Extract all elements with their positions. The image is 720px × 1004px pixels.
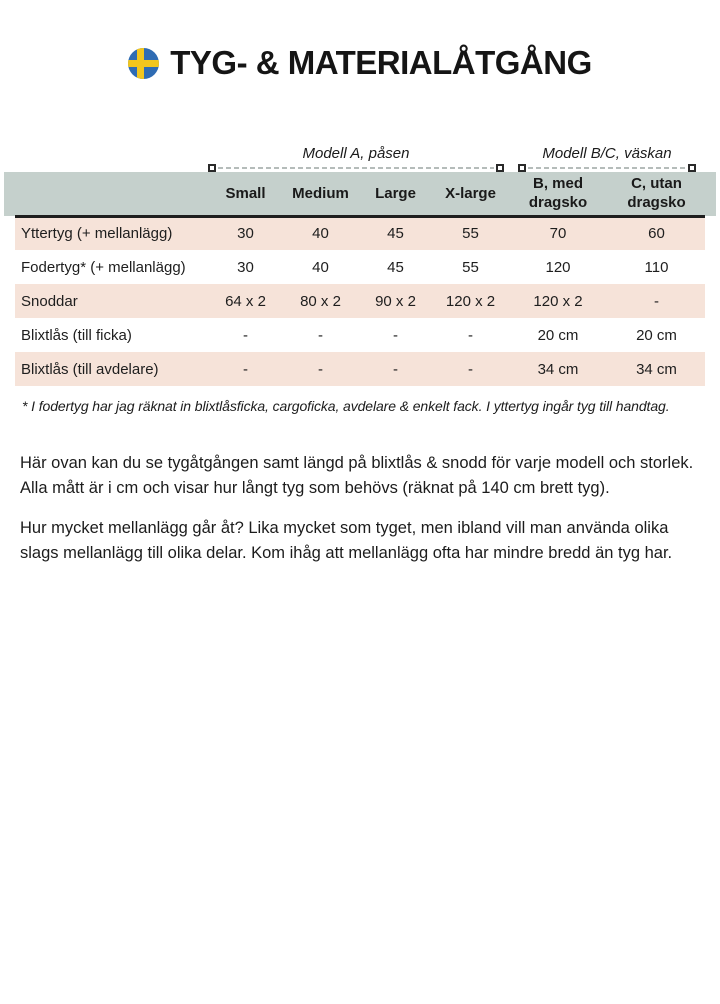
table-cell: 120 x 2: [445, 292, 496, 310]
table-row-yttertyg: [15, 216, 705, 250]
row-label: Fodertyg* (+ mellanlägg): [21, 258, 186, 276]
table-cell: -: [243, 360, 248, 378]
group-bracket-model-a: [208, 145, 504, 172]
column-header-medium: Medium: [292, 184, 349, 202]
column-header-c-utan-dragsko: C, utan dragsko: [627, 175, 686, 212]
bracket-dashed-line: [528, 167, 686, 169]
table-cell: 20 cm: [537, 326, 579, 344]
group-label-model-bc: Modell B/C, väskan: [542, 145, 672, 162]
table-cell: -: [654, 292, 659, 310]
bracket-endpoint-icon: [496, 164, 504, 172]
table-header-row: [15, 172, 705, 216]
table-cell: 90 x 2: [375, 292, 416, 310]
row-label: Blixtlås (till avdelare): [21, 360, 159, 378]
flag-cross-horizontal: [128, 60, 159, 67]
group-bracket-model-bc: [518, 145, 696, 172]
bracket-endpoint-icon: [518, 164, 526, 172]
row-label: Yttertyg (+ mellanlägg): [21, 225, 173, 243]
table-cell: 34 cm: [636, 360, 677, 378]
table-cell: 55: [462, 225, 479, 243]
table-cell: 30: [237, 258, 254, 276]
bracket-endpoint-icon: [208, 164, 216, 172]
body-paragraph-2: Hur mycket mellanlägg går åt? Lika mycket som tyget, men ibland vill man använda olika slags mellanlägg till olika delar. Kom ihåg att mellanlägg ofta har mindre bredd än tyg har.: [20, 519, 673, 562]
table-cell: 120 x 2: [533, 292, 583, 310]
table-cell: 34 cm: [537, 360, 579, 378]
table-cell: -: [468, 360, 473, 378]
table-group-brackets: [15, 144, 705, 172]
table-cell: -: [468, 326, 473, 344]
table-cell: 120: [545, 258, 571, 276]
row-label: Blixtlås (till ficka): [21, 326, 132, 344]
column-header-small: Small: [225, 184, 266, 202]
table-row-snoddar: [15, 284, 705, 318]
bracket-dashed-line: [218, 167, 494, 169]
table-cell: 80 x 2: [300, 292, 341, 310]
table-row-blixtlas-ficka: [15, 318, 705, 352]
group-label-model-a: Modell A, påsen: [302, 145, 410, 162]
page-title: TYG- & MATERIALÅTGÅNG: [170, 44, 592, 81]
bracket-line: [518, 164, 696, 172]
bracket-line: [208, 164, 504, 172]
bracket-endpoint-icon: [688, 164, 696, 172]
table-row-fodertyg: [15, 250, 705, 284]
body-paragraph-1: Här ovan kan du se tygåtgången samt längd på blixtlås & snodd för varje modell och storlek. Alla mått är i cm och visar hur långt tyg som behövs (räknat på 140 cm brett tyg).: [20, 454, 694, 497]
materials-table-area: [15, 144, 705, 386]
table-cell: 60: [648, 225, 665, 243]
table-cell: 40: [312, 225, 329, 243]
materials-table: [15, 172, 705, 386]
table-cell: 40: [312, 258, 329, 276]
table-cell: -: [393, 326, 398, 344]
table-cell: -: [318, 360, 323, 378]
column-header-empty: [15, 172, 208, 216]
table-cell: 45: [387, 258, 404, 276]
swedish-flag-icon: [128, 48, 159, 79]
table-cell: -: [318, 326, 323, 344]
table-cell: 30: [237, 225, 254, 243]
column-header-large: Large: [375, 184, 416, 202]
row-label: Snoddar: [21, 292, 78, 310]
table-cell: 45: [387, 225, 404, 243]
table-cell: 110: [644, 258, 669, 276]
table-row-blixtlas-avdelare: [15, 352, 705, 386]
table-footnote: * I fodertyg har jag räknat in blixtlåsficka, cargoficka, avdelare & enkelt fack. I yttertyg ingår tyg till handtag.: [22, 398, 670, 414]
table-cell: 20 cm: [636, 326, 677, 344]
table-cell: -: [243, 326, 248, 344]
table-cell: 55: [462, 258, 479, 276]
table-cell: -: [393, 360, 398, 378]
page-header: [0, 44, 720, 82]
table-cell: 70: [549, 225, 567, 243]
table-cell: 64 x 2: [225, 292, 266, 310]
column-header-xlarge: X-large: [445, 184, 496, 202]
column-header-b-med-dragsko: B, med dragsko: [528, 175, 588, 212]
